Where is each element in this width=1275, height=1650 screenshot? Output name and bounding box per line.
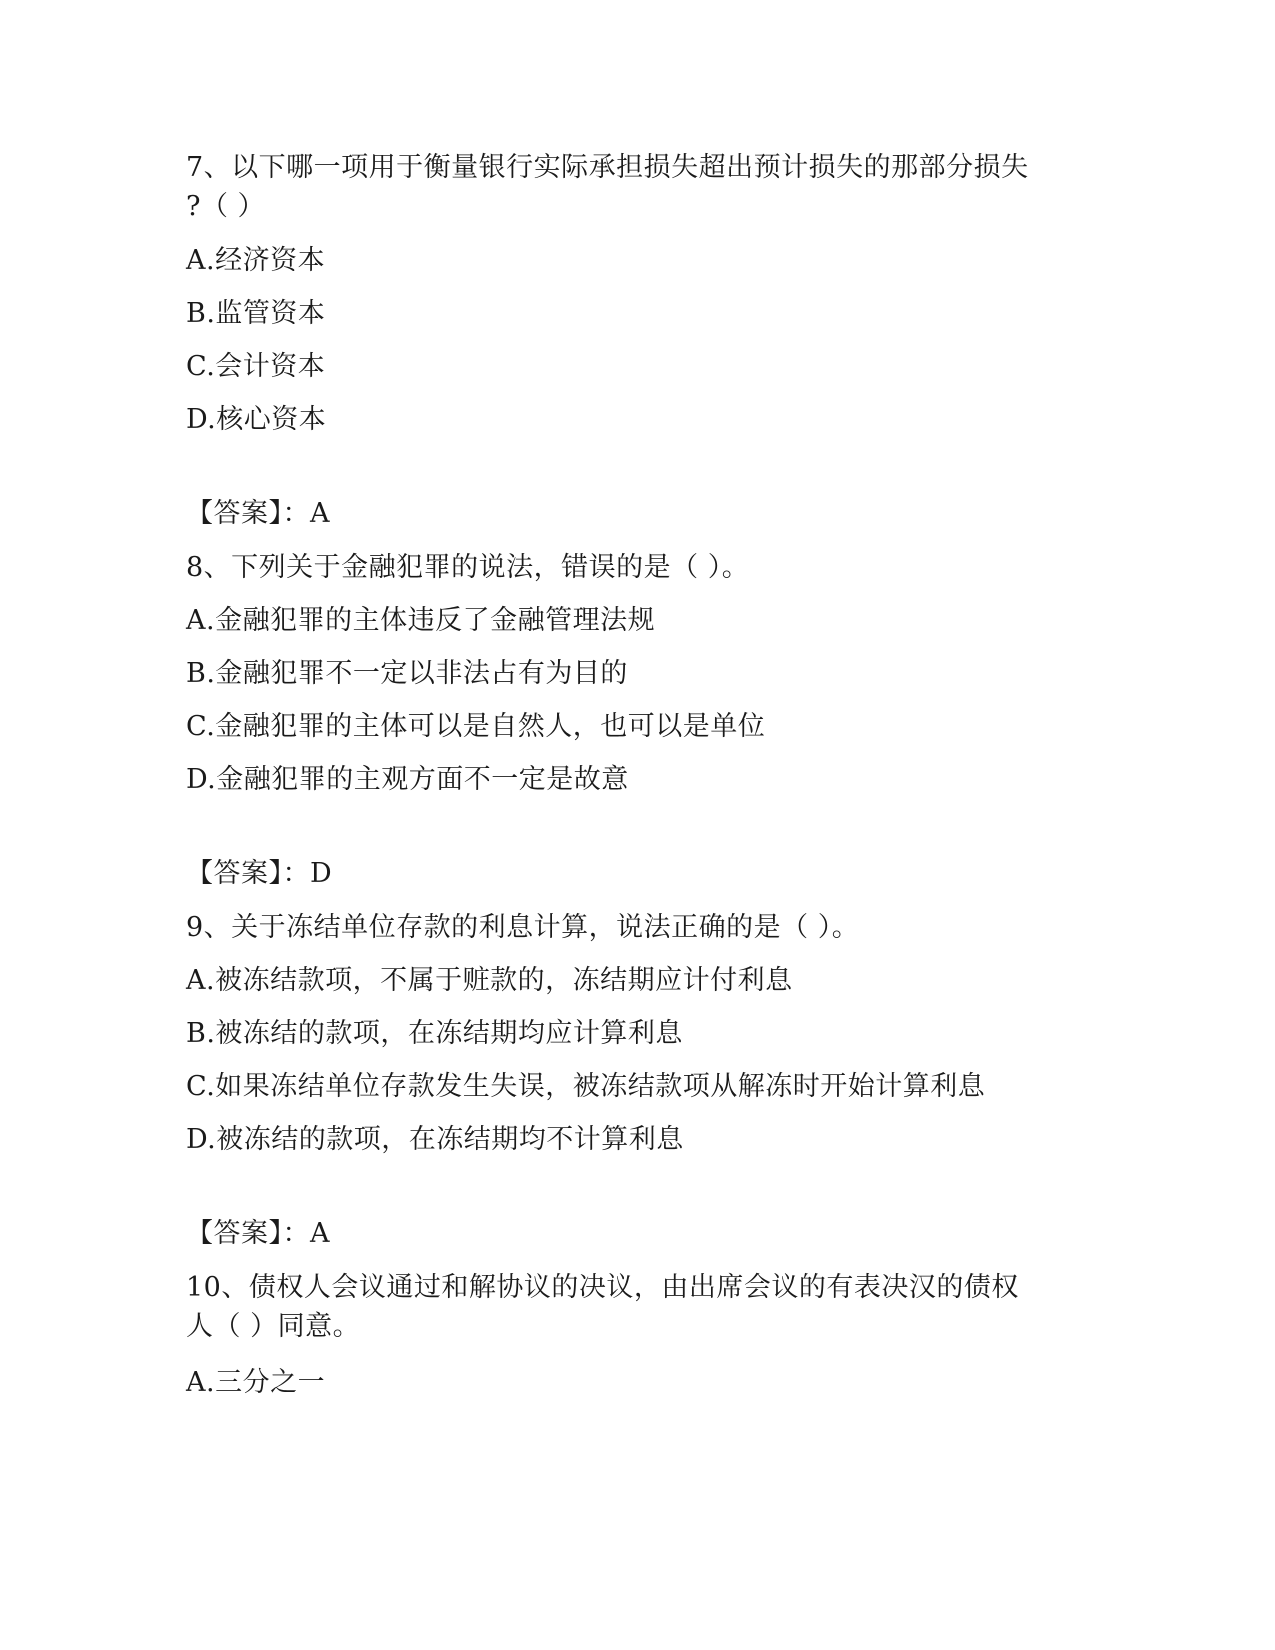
- question-8-option-a: A.金融犯罪的主体违反了金融管理法规: [186, 605, 656, 636]
- question-10-stem-line-2: 人（ ）同意。: [186, 1311, 361, 1342]
- question-8-stem-line-1: 8、下列关于金融犯罪的说法，错误的是（ ）。: [186, 552, 750, 583]
- question-8-option-c: C.金融犯罪的主体可以是自然人，也可以是单位: [186, 711, 766, 742]
- question-7-option-d: D.核心资本: [186, 404, 327, 435]
- question-9-option-c: C.如果冻结单位存款发生失误，被冻结款项从解冻时开始计算利息: [186, 1071, 986, 1102]
- question-10-option-a: A.三分之一: [186, 1367, 326, 1398]
- question-7-option-b: B.监管资本: [186, 298, 326, 329]
- question-9-option-a: A.被冻结款项，不属于赃款的，冻结期应计付利息: [186, 965, 793, 996]
- question-7-stem-line-2: ?（ ）: [186, 191, 266, 222]
- question-7-answer: 【答案】：A: [186, 498, 330, 529]
- question-9-stem-line-1: 9、关于冻结单位存款的利息计算，说法正确的是（ ）。: [186, 912, 860, 943]
- question-8-option-b: B.金融犯罪不一定以非法占有为目的: [186, 658, 628, 689]
- question-8-option-d: D.金融犯罪的主观方面不一定是故意: [186, 764, 629, 795]
- question-9-option-b: B.被冻结的款项，在冻结期均应计算利息: [186, 1018, 683, 1049]
- question-7-option-c: C.会计资本: [186, 351, 326, 382]
- question-7-stem-line-1: 7、以下哪一项用于衡量银行实际承担损失超出预计损失的那部分损失: [186, 152, 1029, 183]
- question-7-option-a: A.经济资本: [186, 245, 326, 276]
- question-8-answer: 【答案】：D: [186, 858, 333, 889]
- question-10-stem-line-1: 10、债权人会议通过和解协议的决议，由出席会议的有表决汉的债权: [186, 1272, 1019, 1303]
- question-9-answer: 【答案】：A: [186, 1218, 330, 1249]
- question-9-option-d: D.被冻结的款项，在冻结期均不计算利息: [186, 1124, 684, 1155]
